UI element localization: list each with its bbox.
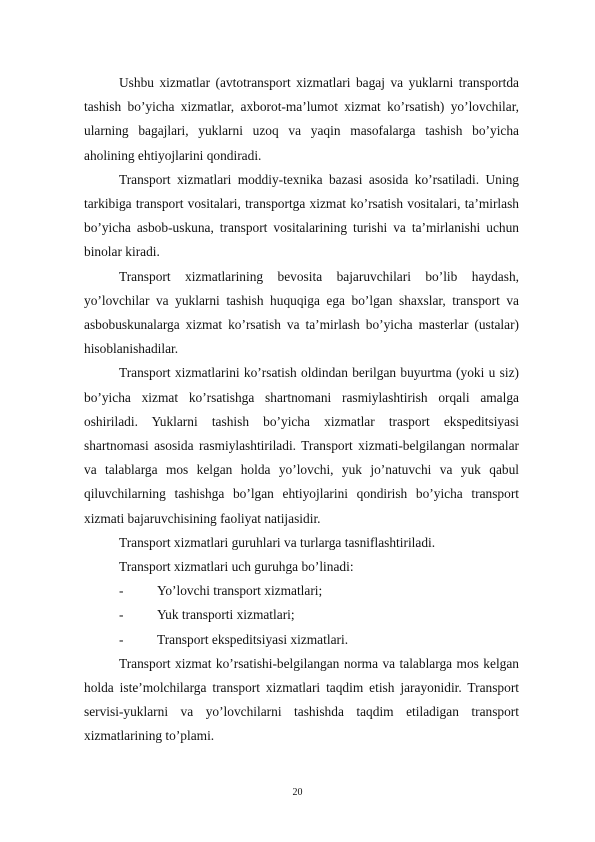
- paragraph-transport-service-definition: Transport xizmat ko’rsatishi-belgilangan norma va talablarga mos kelgan holda iste’molchilarga transport xizmatlari taqdim etish jarayonidir. Transport servisi-yuklarni va yo’lovchilarni tashishda taqdim etiladigan transport xizmatlarining to’plami.: [84, 655, 519, 744]
- paragraph-service-contracts: Transport xizmatlarini ko’rsatish oldindan berilgan buyurtma (yoki u siz) bo’yicha xizmat ko’rsatishga shartnomani rasmiylashtirish orqali amalga oshiriladi. Yuklarni tashish bo’yicha xizmatlar trasport ekspeditsiyasi shartnomasi asosida rasmiylashtiriladi. Transport xizmati-belgilangan normalar va talablarga mos kelgan holda yo’lovchi, yuk jo’natuvchi va yuk qabul qiluvchilarning tashishga bo’lgan ehtiyojlarini qondirish bo’yicha transport xizmati bajaruvchisining faoliyat natijasidir.: [84, 365, 519, 526]
- list-item: [84, 603, 519, 627]
- list-item-text: Transport ekspeditsiyasi xizmatlari.: [157, 631, 349, 647]
- paragraph-classification: Transport xizmatlari guruhlari va turlarga tasniflashtiriladi.: [119, 534, 436, 550]
- list-item-text: Yuk transporti xizmatlari;: [157, 607, 295, 623]
- list-item: [84, 579, 519, 603]
- list-item: [84, 628, 519, 652]
- list-bullet: -: [119, 583, 124, 599]
- document-body: [84, 71, 519, 749]
- paragraph-service-performers: Transport xizmatlarining bevosita bajaruvchilari bo’lib haydash, yo’lovchilar va yuklarni tashish huquqiga ega bo’lgan shaxslar, transport va asbobuskunalarga xizmat ko’rsatish va ta’mirlash bo’yicha masterlar (ustalar) hisoblanishadilar.: [84, 268, 519, 357]
- list-bullet: -: [119, 631, 124, 647]
- page-number: 20: [292, 787, 303, 798]
- paragraph-three-groups: Transport xizmatlari uch guruhga bo’linadi:: [119, 559, 354, 575]
- list-bullet: -: [119, 607, 124, 623]
- paragraph-transport-services-intro: Ushbu xizmatlar (avtotransport xizmatlari bagaj va yuklarni transportda tashish bo’yicha xizmatlar, axborot-ma’lumot xizmat ko’rsatish) yo’lovchilar, ularning bagajlari, yuklarni uzoq va yaqin masofalarga tashish bo’yicha aholining ehtiyojlarini qondiradi.: [84, 75, 519, 163]
- paragraph-material-technical-base: Transport xizmatlari moddiy-texnika bazasi asosida ko’rsatiladi. Uning tarkibiga transport vositalari, transportga xizmat ko’rsatish vositalari, ta’mirlash bo’yicha asbob-uskuna, transport vositalarining turishi va ta’mirlanishi uchun binolar kiradi.: [84, 171, 519, 260]
- list-item-text: Yo’lovchi transport xizmatlari;: [157, 583, 323, 599]
